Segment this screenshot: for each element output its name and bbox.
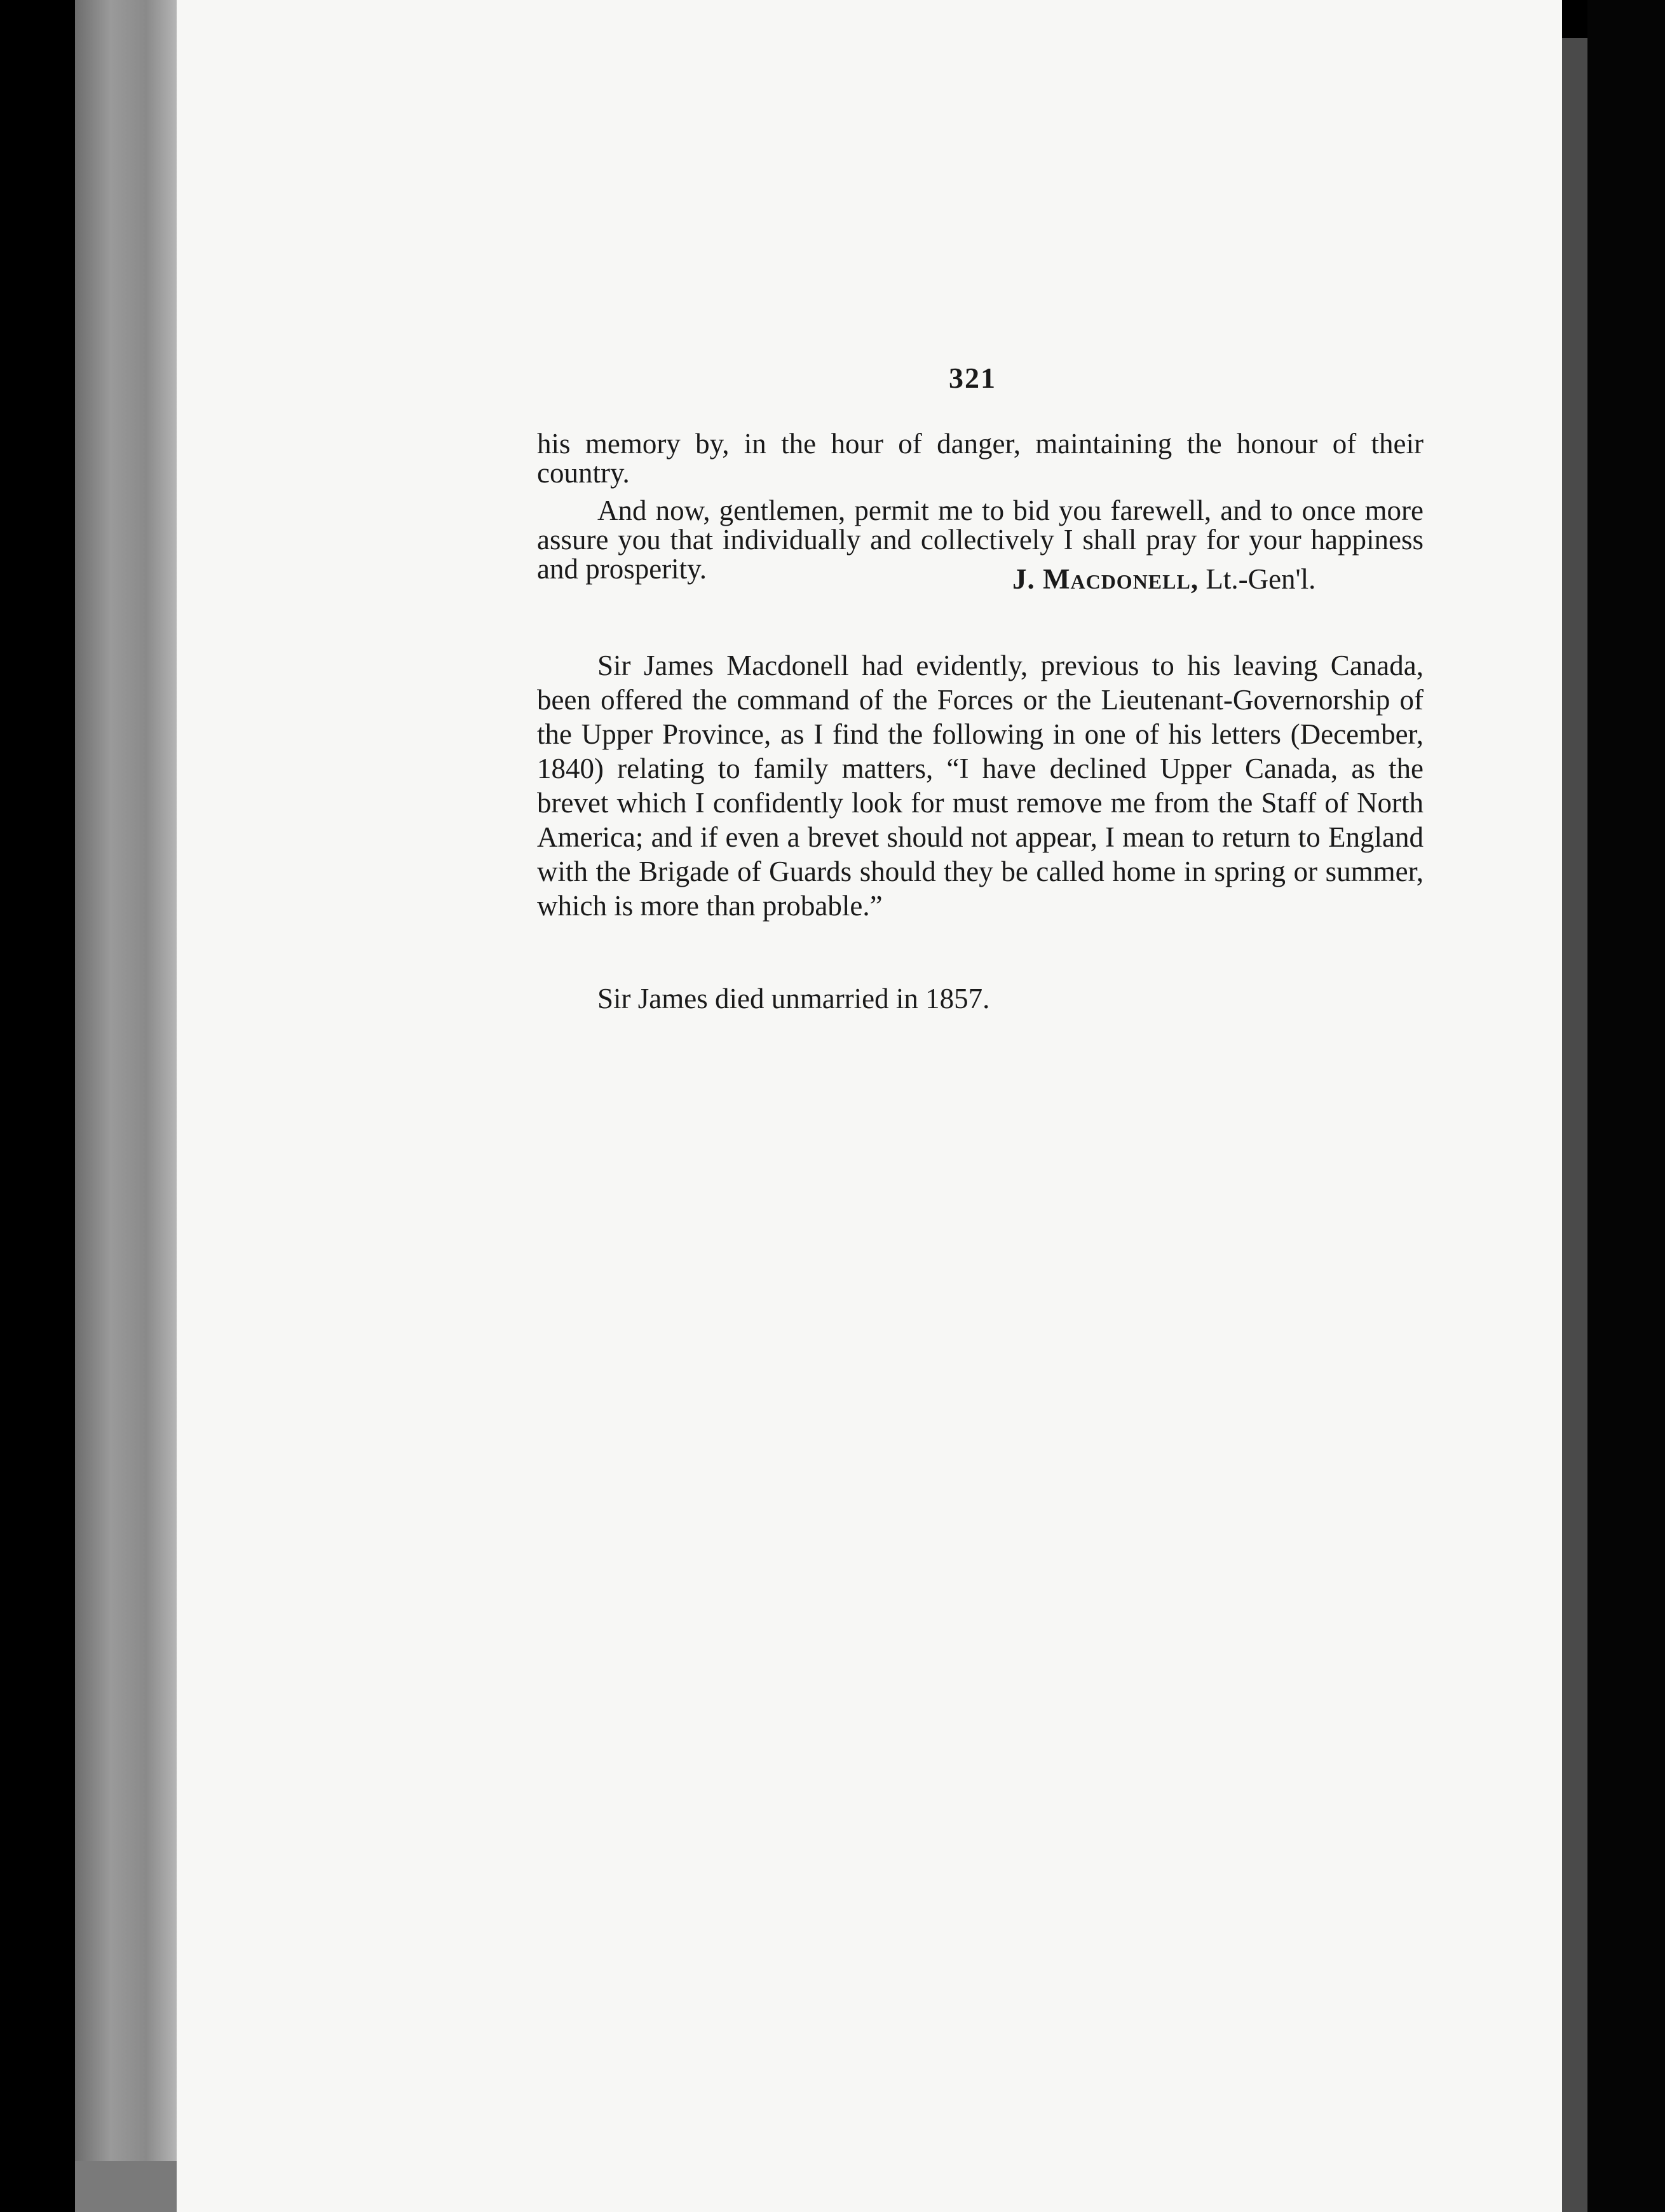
page-edge xyxy=(75,0,177,2212)
paragraph-farewell: And now, gentlemen, permit me to bid you farewell, and to once more assure you that individually and collectively I shall pray for your happiness and prosperity. xyxy=(537,495,1424,585)
paragraph-letter: Sir James Macdonell had evidently, previous to his leaving Canada, been offered the command of the Forces or the Lieutenant-Governorship of the Upper Province, as I find the following in one of his letters (December, 1840) relating to family matters, “I have declined Upper Canada, as the brevet which I confidently look for must remove me from the Staff of North America; and if even a brevet should not appear, I mean to return to England with the Brigade of Guards should they be called home in spring or summer, which is more than probable.” xyxy=(537,650,1424,922)
paragraph-continuation: his memory by, in the hour of danger, maintaining the honour of their country. xyxy=(537,428,1424,489)
facing-page-edge xyxy=(1562,38,1587,2212)
paragraph-closing: Sir James died unmarried in 1857. xyxy=(597,983,990,1014)
scan-background xyxy=(1587,0,1665,2212)
page-number: 321 xyxy=(949,362,996,394)
book-page xyxy=(177,0,1562,2212)
signature xyxy=(1012,563,1315,596)
signature-name: J. Macdonell, xyxy=(1012,563,1199,595)
signature-rank: Lt.-Gen'l. xyxy=(1206,563,1316,595)
